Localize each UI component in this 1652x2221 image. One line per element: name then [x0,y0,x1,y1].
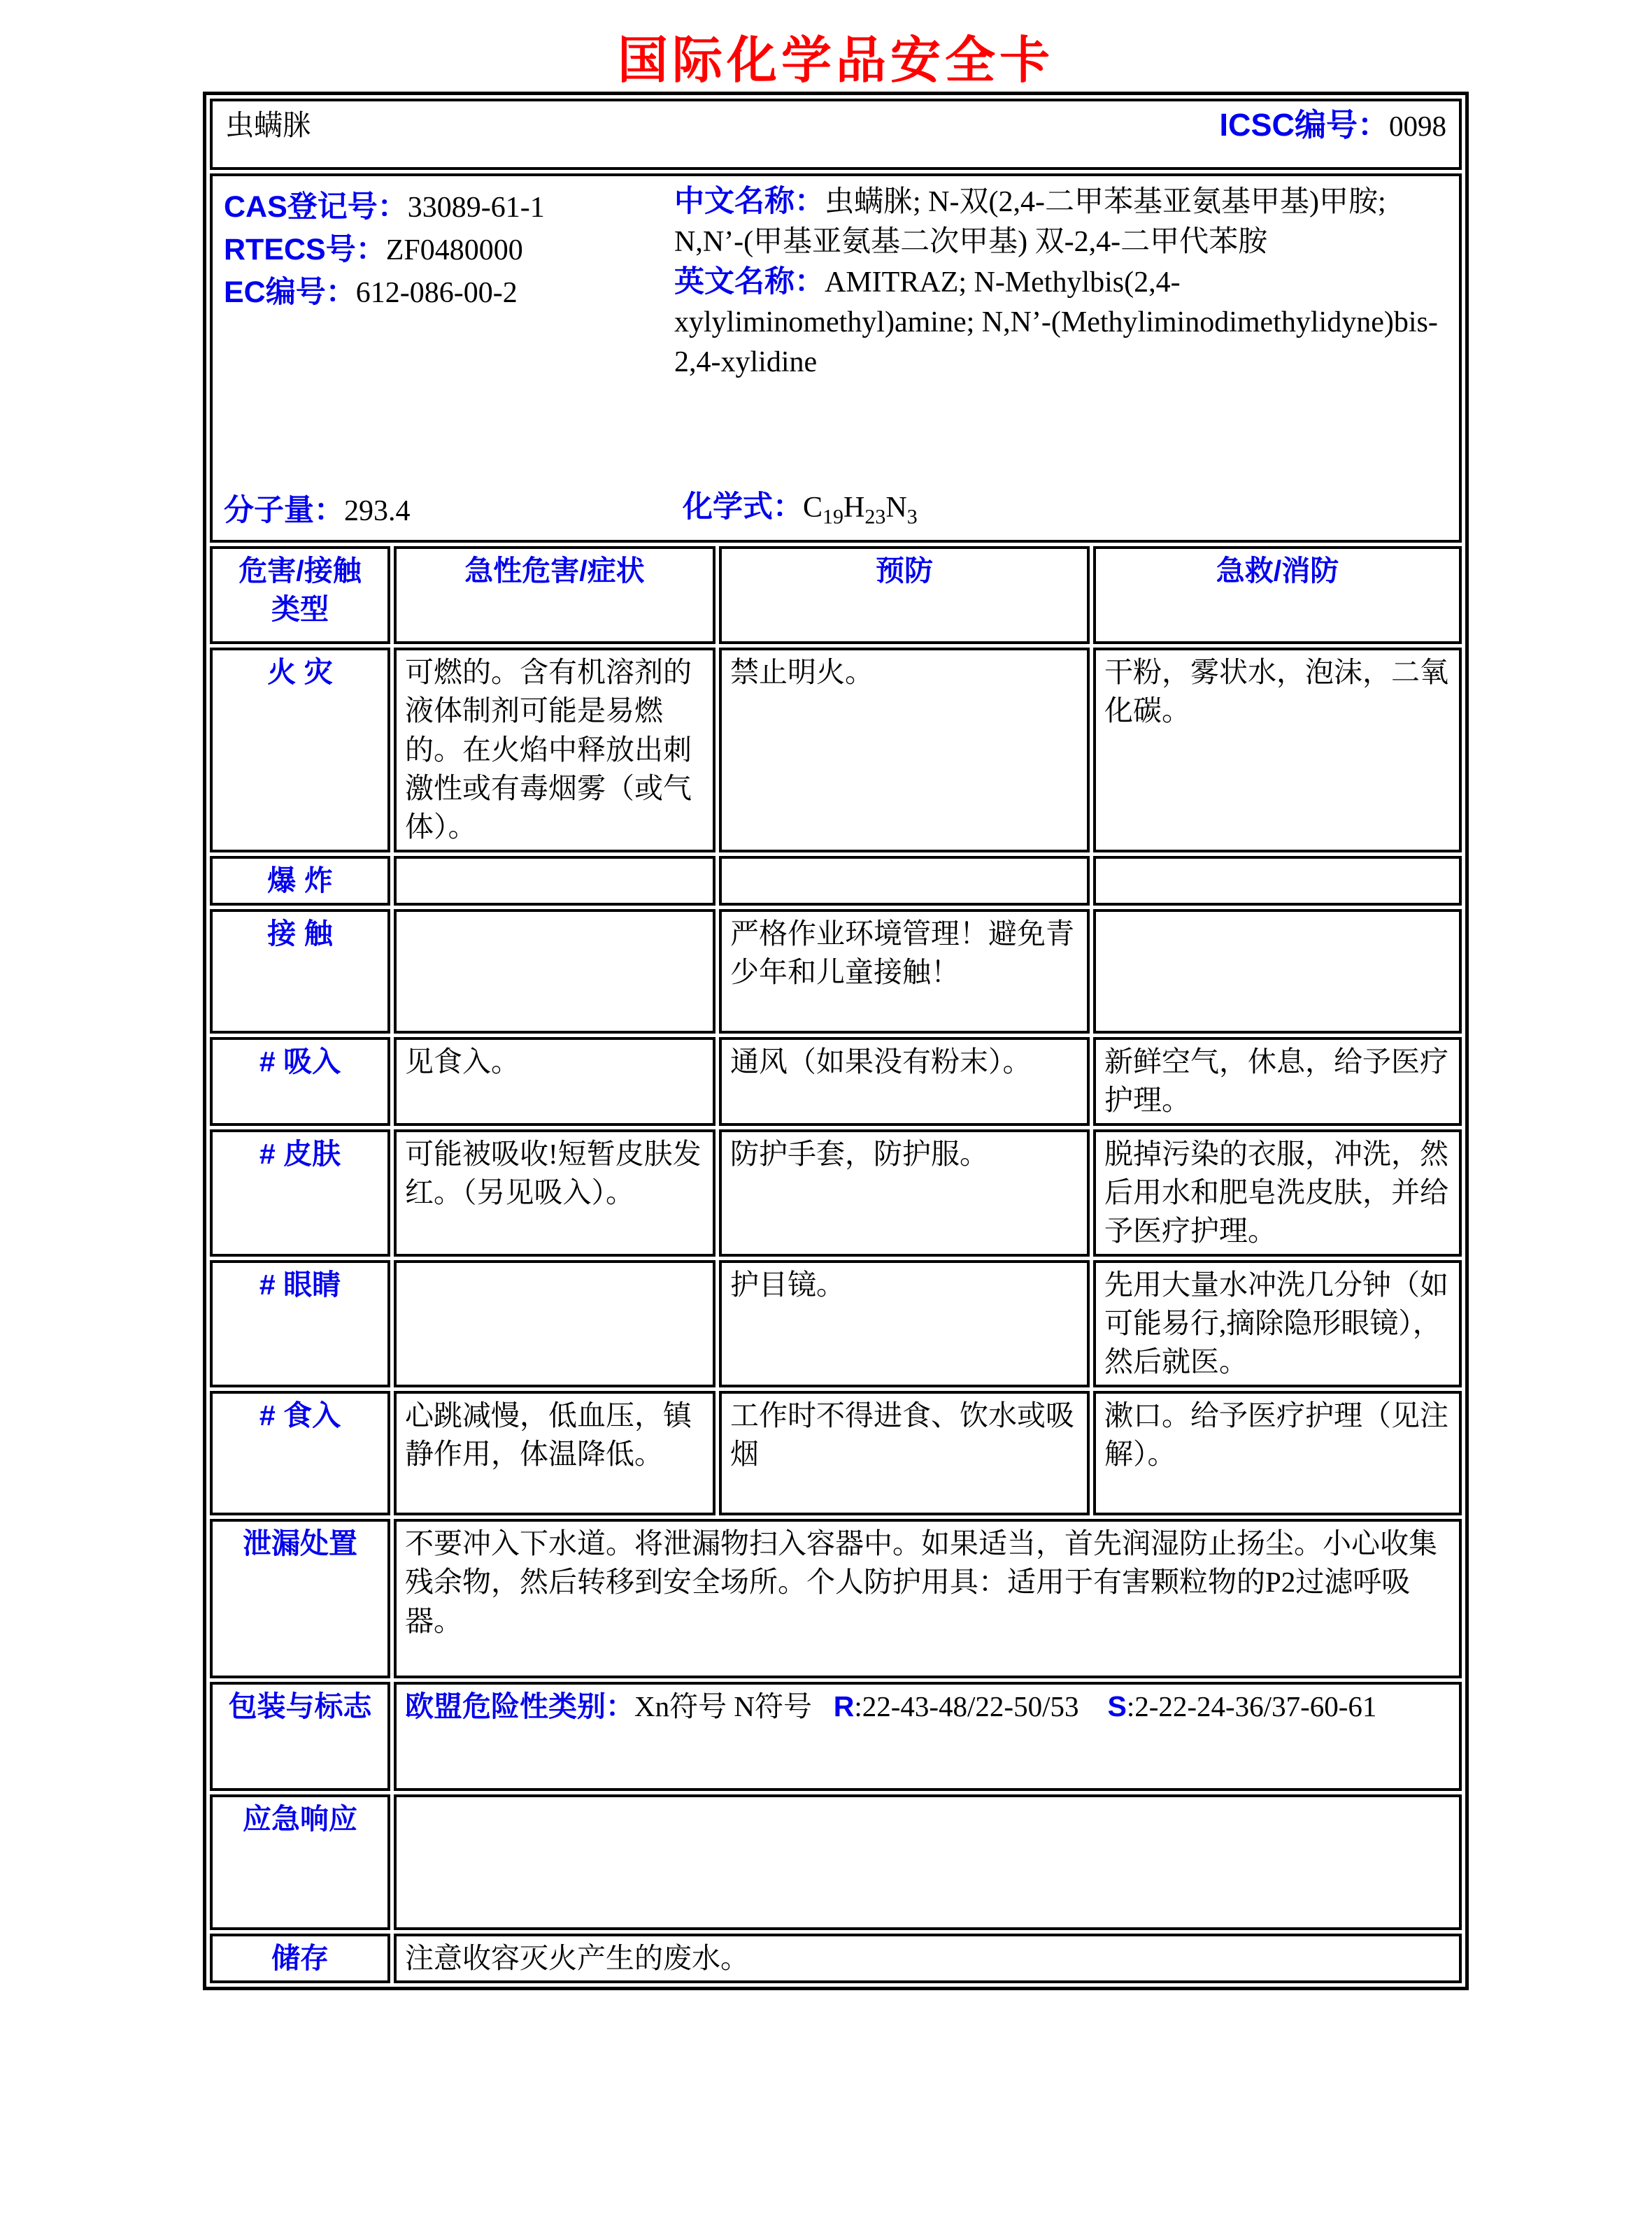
rtecs-label: RTECS号： [224,233,386,266]
chemical-formula-line [683,487,918,531]
molecular-weight-label: 分子量： [224,494,344,528]
cas-value: 33089-61-1 [407,192,545,224]
icsc-number-value: 0098 [1389,110,1447,142]
section-row-storage [210,1934,1462,1983]
header-hazard-type [210,546,390,644]
english-name-label: 英文名称： [674,265,825,299]
icsc-number [1220,104,1447,147]
molecular-weight-value: 293.4 [344,495,411,528]
formula-subscript-3: 3 [906,505,918,529]
ec-line [224,271,545,314]
inhalation-prevention-cell: 通风（如果没有粉末）。 [719,1037,1090,1126]
explosion-symptoms-cell [394,856,715,906]
contact-symptoms-cell [394,909,715,1034]
ec-label: EC编号： [224,276,356,309]
hazard-row-skin [210,1129,1462,1257]
hazard-row-contact [210,909,1462,1034]
rtecs-line [224,229,545,271]
hazard-row-inhalation [210,1037,1462,1126]
contact-prevention-cell: 严格作业环境管理！避免青少年和儿童接触！ [719,909,1090,1034]
r-phrase-value: :22-43-48/22-50/53 [854,1690,1079,1722]
names-block [674,182,1447,383]
inhalation-symptoms-cell: 见食入。 [394,1037,715,1126]
packaging-content-cell [394,1682,1462,1791]
substance-header-row [210,99,1462,170]
eu-symbols: Xn符号 N符号 [634,1690,812,1722]
hazard-header-row [210,546,1462,644]
row-label-packaging: 包装与标志 [210,1682,390,1791]
formula-subscript-1: 19 [823,505,844,529]
fire-prevention-cell: 禁止明火。 [719,648,1090,852]
eu-class-label: 欧盟危险性类别： [405,1690,634,1722]
rtecs-value: ZF0480000 [385,234,523,266]
row-label-storage: 储存 [210,1934,390,1983]
chinese-name: 虫螨脒; N-双(2,4-二甲苯基亚氨基甲基)甲胺; N,N’-(甲基亚氨基二次甲基) 双-2,4-二甲代苯胺 [674,186,1386,258]
formula-element-1: C [803,492,823,524]
fire-symptoms-cell: 可燃的。含有机溶剂的液体制剂可能是易燃的。在火焰中释放出刺激性或有毒烟雾（或气体）。 [394,648,715,852]
substance-header-cell [210,99,1462,170]
ingestion-firstaid-cell: 漱口。给予医疗护理（见注解）。 [1093,1391,1462,1515]
r-phrase-label: R [833,1690,855,1722]
hazard-row-ingestion [210,1391,1462,1515]
chinese-name-label: 中文名称： [674,185,825,218]
formula-subscript-2: 23 [864,505,886,529]
chemical-formula-label: 化学式： [683,490,803,524]
row-label-eyes: # 眼睛 [210,1260,390,1387]
identity-cell [210,173,1462,543]
row-label-spill: 泄漏处置 [210,1519,390,1678]
row-label-explosion: 爆 炸 [210,856,390,906]
hazard-row-fire [210,648,1462,852]
explosion-firstaid-cell [1093,856,1462,906]
english-name: AMITRAZ; N-Methylbis(2,4-xylyliminomethyl)amine; N,N’-(Methyliminodimethylidyne)bis-2,4-xylidine [674,266,1438,378]
row-label-inhalation: # 吸入 [210,1037,390,1126]
formula-element-3: N [885,492,907,524]
ingestion-symptoms-cell: 心跳减慢，低血压，镇静作用，体温降低。 [394,1391,715,1515]
section-row-emergency [210,1794,1462,1930]
row-label-emergency: 应急响应 [210,1794,390,1930]
eyes-firstaid-cell: 先用大量水冲洗几分钟（如可能易行,摘除隐形眼镜），然后就医。 [1093,1260,1462,1387]
emergency-content-cell [394,1794,1462,1930]
molecular-weight-line [224,490,411,531]
page-title: 国际化学品安全卡 [617,33,1054,89]
eyes-prevention-cell: 护目镜。 [719,1260,1090,1387]
header-hazard-type-line2: 类型 [271,593,329,626]
header-hazard-type-line1: 危害/接触 [238,555,362,587]
section-row-spill [210,1519,1462,1678]
skin-symptoms-cell: 可能被吸收!短暂皮肤发红。（另见吸入）。 [394,1129,715,1257]
section-row-packaging [210,1682,1462,1791]
spill-content-cell: 不要冲入下水道。将泄漏物扫入容器中。如果适当，首先润湿防止扬尘。小心收集残余物，然后转移到安全场所。个人防护用具：适用于有害颗粒物的P2过滤呼吸器。 [394,1519,1462,1678]
registry-block [224,186,545,314]
cas-label: CAS登记号： [224,190,408,224]
skin-prevention-cell: 防护手套，防护服。 [719,1129,1090,1257]
row-label-ingestion: # 食入 [210,1391,390,1515]
cas-line [224,186,545,229]
skin-firstaid-cell: 脱掉污染的衣服，冲洗，然后用水和肥皂洗皮肤，并给予医疗护理。 [1093,1129,1462,1257]
contact-firstaid-cell [1093,909,1462,1034]
substance-name: 虫螨脒 [225,108,311,141]
fire-firstaid-cell: 干粉，雾状水，泡沫，二氧化碳。 [1093,648,1462,852]
ingestion-prevention-cell: 工作时不得进食、饮水或吸烟 [719,1391,1090,1515]
s-phrase-label: S [1107,1690,1127,1722]
row-label-contact: 接 触 [210,909,390,1034]
hazard-row-eyes [210,1260,1462,1387]
icsc-number-label: ICSC编号： [1219,107,1390,143]
explosion-prevention-cell [719,856,1090,906]
ec-value: 612-086-00-2 [355,277,518,309]
icsc-card-table [203,92,1469,1990]
header-firstaid: 急救/消防 [1093,546,1462,644]
formula-element-2: H [843,492,865,524]
identity-row [210,173,1462,543]
eyes-symptoms-cell [394,1260,715,1387]
chemical-formula [803,492,918,529]
header-prevention: 预防 [719,546,1090,644]
row-label-fire: 火 灾 [210,648,390,852]
header-symptoms: 急性危害/症状 [394,546,715,644]
row-label-skin: # 皮肤 [210,1129,390,1257]
storage-content-cell: 注意收容灭火产生的废水。 [394,1934,1462,1983]
s-phrase-value: :2-22-24-36/37-60-61 [1126,1690,1377,1722]
inhalation-firstaid-cell: 新鲜空气，休息，给予医疗护理。 [1093,1037,1462,1126]
hazard-row-explosion [210,856,1462,906]
